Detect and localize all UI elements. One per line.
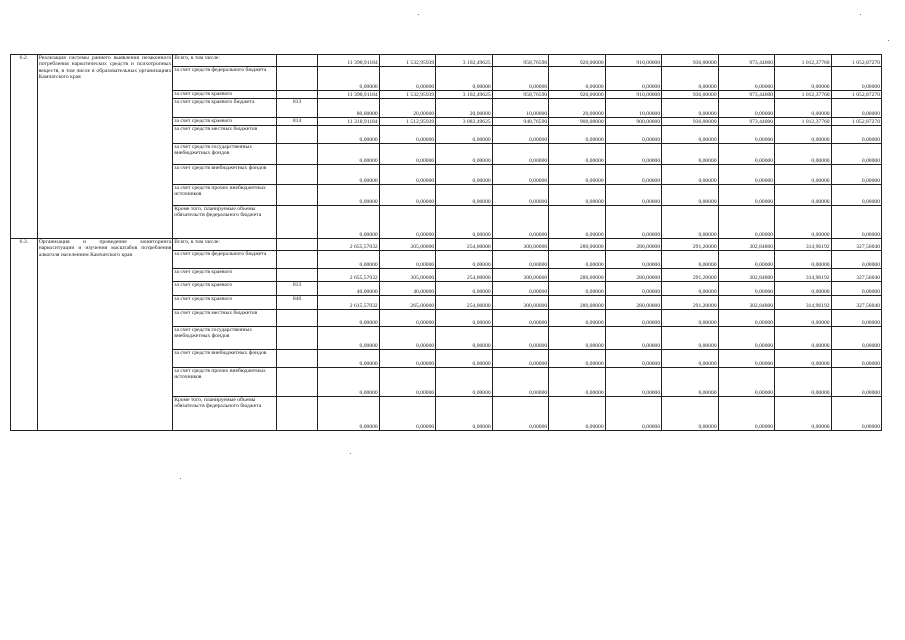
section-number: 6.3. — [11, 239, 38, 431]
amount-cell: 3 102,49625 — [436, 91, 492, 99]
amount-cell: 0,00000 — [492, 165, 548, 185]
amount-cell: 327,56040 — [831, 296, 881, 310]
amount-cell: 0,00000 — [549, 368, 605, 397]
amount-cell: 3 082,49625 — [436, 118, 492, 126]
amount-cell: 2 655,57032 — [318, 269, 380, 282]
amount-cell: 0,00000 — [549, 282, 605, 296]
amount-cell: 0,00000 — [318, 350, 380, 368]
amount-cell: 0,00000 — [549, 206, 605, 239]
amount-cell: 300,00000 — [492, 296, 548, 310]
funding-source-label: за счет средств прочих внебюджетных источников — [173, 368, 277, 397]
amount-cell: 0,00000 — [831, 368, 881, 397]
amount-cell: 0,00000 — [436, 368, 492, 397]
funding-source-label: Кроме того, планируемые объемы обязательств федерального бюджета — [173, 206, 277, 239]
amount-cell: 0,00000 — [605, 310, 661, 327]
amount-cell: 0,00000 — [379, 397, 435, 431]
amount-cell: 1 012,37760 — [775, 118, 831, 126]
amount-cell: 0,00000 — [318, 310, 380, 327]
amount-cell: 0,00000 — [379, 144, 435, 165]
amount-cell: 0,00000 — [605, 350, 661, 368]
amount-cell: 302,84800 — [718, 239, 774, 251]
amount-cell: 265,00000 — [379, 296, 435, 310]
funding-source-label: за счет средств краевого — [173, 296, 277, 310]
amount-cell: 1 052,87270 — [831, 91, 881, 99]
amount-cell: 0,00000 — [775, 368, 831, 397]
amount-cell: 0,00000 — [775, 126, 831, 144]
funding-source-label: за счет средств местных бюджетов — [173, 126, 277, 144]
amount-cell: 0,00000 — [718, 206, 774, 239]
amount-cell: 920,00000 — [549, 55, 605, 67]
scan-speck — [180, 478, 181, 479]
amount-cell: 0,00000 — [775, 206, 831, 239]
amount-cell: 0,00000 — [662, 165, 718, 185]
amount-cell: 0,00000 — [662, 206, 718, 239]
amount-cell: 0,00000 — [662, 282, 718, 296]
amount-cell: 0,00000 — [492, 282, 548, 296]
budget-table-body — [11, 55, 882, 431]
amount-cell: 0,00000 — [549, 144, 605, 165]
table-row — [11, 55, 882, 67]
amount-cell: 0,00000 — [318, 185, 380, 206]
budget-table-sheet — [10, 54, 882, 431]
amount-cell: 0,00000 — [492, 126, 548, 144]
amount-cell: 40,00000 — [318, 282, 380, 296]
amount-cell: 0,00000 — [605, 327, 661, 350]
section-name: Реализация системы раннего выявления незаконного потребления наркотических средств и психотропных веществ, в том числе в образовательных организациях Камчатского края — [37, 55, 173, 239]
amount-cell: 0,00000 — [379, 327, 435, 350]
budget-code — [277, 55, 318, 67]
amount-cell: 0,00000 — [775, 310, 831, 327]
amount-cell: 0,00000 — [379, 310, 435, 327]
amount-cell: 973,44000 — [718, 91, 774, 99]
amount-cell: 280,00000 — [549, 269, 605, 282]
amount-cell: 40,00000 — [379, 282, 435, 296]
amount-cell: 0,00000 — [549, 165, 605, 185]
amount-cell: 0,00000 — [831, 350, 881, 368]
amount-cell: 10,00000 — [605, 99, 661, 118]
budget-code — [277, 397, 318, 431]
amount-cell: 0,00000 — [318, 206, 380, 239]
section-name: Организация и проведение мониторинга наркоситуации и изучения масштабов потребления алкоголя населением Камчатского края — [37, 239, 173, 431]
amount-cell: 0,00000 — [662, 67, 718, 91]
funding-source-label: за счет средств федерального бюджета — [173, 67, 277, 91]
amount-cell: 0,00000 — [436, 282, 492, 296]
amount-cell: 0,00000 — [831, 327, 881, 350]
amount-cell: 0,00000 — [549, 327, 605, 350]
amount-cell: 0,00000 — [831, 310, 881, 327]
amount-cell: 0,00000 — [549, 350, 605, 368]
amount-cell: 302,84800 — [718, 269, 774, 282]
budget-code: 814 — [277, 118, 318, 126]
amount-cell: 0,00000 — [379, 350, 435, 368]
amount-cell: 0,00000 — [718, 165, 774, 185]
amount-cell: 0,00000 — [436, 185, 492, 206]
amount-cell: 0,00000 — [718, 327, 774, 350]
funding-source-label: за счет средств краевого — [173, 269, 277, 282]
amount-cell: 0,00000 — [662, 99, 718, 118]
amount-cell: 0,00000 — [718, 251, 774, 269]
amount-cell: 0,00000 — [492, 206, 548, 239]
amount-cell: 0,00000 — [436, 165, 492, 185]
amount-cell: 0,00000 — [436, 397, 492, 431]
amount-cell: 2 655,57032 — [318, 239, 380, 251]
budget-code — [277, 368, 318, 397]
amount-cell: 280,00000 — [605, 269, 661, 282]
amount-cell: 0,00000 — [605, 282, 661, 296]
amount-cell: 314,96192 — [775, 296, 831, 310]
amount-cell: 0,00000 — [831, 185, 881, 206]
funding-source-label: за счет средств краевого бюджета — [173, 99, 277, 118]
amount-cell: 0,00000 — [436, 206, 492, 239]
amount-cell: 0,00000 — [436, 67, 492, 91]
amount-cell: 0,00000 — [662, 144, 718, 165]
amount-cell: 0,00000 — [831, 282, 881, 296]
amount-cell: 305,00000 — [379, 239, 435, 251]
amount-cell: 305,00000 — [379, 269, 435, 282]
amount-cell: 0,00000 — [492, 67, 548, 91]
amount-cell: 0,00000 — [318, 251, 380, 269]
amount-cell: 2 615,57032 — [318, 296, 380, 310]
amount-cell: 0,00000 — [492, 350, 548, 368]
amount-cell: 0,00000 — [379, 126, 435, 144]
amount-cell: 0,00000 — [549, 251, 605, 269]
amount-cell: 910,00000 — [605, 91, 661, 99]
amount-cell: 920,00000 — [549, 91, 605, 99]
amount-cell: 0,00000 — [831, 397, 881, 431]
funding-source-label: Кроме того, планируемые объемы обязательств федерального бюджета — [173, 397, 277, 431]
amount-cell: 0,00000 — [831, 165, 881, 185]
amount-cell: 948,76590 — [492, 118, 548, 126]
amount-cell: 1 012,37760 — [775, 55, 831, 67]
amount-cell: 1 052,87270 — [831, 118, 881, 126]
amount-cell: 0,00000 — [718, 126, 774, 144]
amount-cell: 900,00000 — [605, 118, 661, 126]
amount-cell: 0,00000 — [831, 126, 881, 144]
amount-cell: 0,00000 — [831, 206, 881, 239]
amount-cell: 280,00000 — [549, 239, 605, 251]
amount-cell: 0,00000 — [718, 99, 774, 118]
amount-cell: 0,00000 — [775, 185, 831, 206]
amount-cell: 0,00000 — [318, 327, 380, 350]
amount-cell: 0,00000 — [831, 251, 881, 269]
amount-cell: 0,00000 — [436, 350, 492, 368]
amount-cell: 0,00000 — [775, 327, 831, 350]
amount-cell: 0,00000 — [718, 350, 774, 368]
amount-cell: 0,00000 — [492, 185, 548, 206]
amount-cell: 0,00000 — [775, 165, 831, 185]
amount-cell: 20,00000 — [549, 99, 605, 118]
amount-cell: 0,00000 — [436, 126, 492, 144]
amount-cell: 1 012,37760 — [775, 91, 831, 99]
amount-cell: 280,00000 — [605, 296, 661, 310]
amount-cell: 0,00000 — [718, 144, 774, 165]
amount-cell: 0,00000 — [775, 251, 831, 269]
budget-code — [277, 126, 318, 144]
amount-cell: 0,00000 — [605, 206, 661, 239]
amount-cell: 1 532,95939 — [379, 91, 435, 99]
funding-source-label: за счет средств местных бюджетов — [173, 310, 277, 327]
budget-code — [277, 144, 318, 165]
amount-cell: 327,56040 — [831, 239, 881, 251]
section-number: 6.2. — [11, 55, 38, 239]
amount-cell: 0,00000 — [605, 185, 661, 206]
amount-cell: 0,00000 — [662, 327, 718, 350]
budget-code — [277, 327, 318, 350]
amount-cell: 0,00000 — [605, 368, 661, 397]
amount-cell: 0,00000 — [549, 185, 605, 206]
amount-cell: 0,00000 — [492, 310, 548, 327]
amount-cell: 0,00000 — [718, 397, 774, 431]
amount-cell: 20,00000 — [379, 99, 435, 118]
amount-cell: 0,00000 — [379, 165, 435, 185]
budget-code — [277, 239, 318, 251]
amount-cell: 0,00000 — [718, 368, 774, 397]
budget-code — [277, 251, 318, 269]
budget-code — [277, 67, 318, 91]
amount-cell: 0,00000 — [831, 144, 881, 165]
amount-cell: 0,00000 — [605, 251, 661, 269]
amount-cell: 291,20000 — [662, 269, 718, 282]
amount-cell: 0,00000 — [318, 368, 380, 397]
amount-cell: 300,00000 — [492, 239, 548, 251]
funding-source-label: Всего, в том числе: — [173, 55, 277, 67]
amount-cell: 0,00000 — [318, 67, 380, 91]
amount-cell: 1 532,95939 — [379, 55, 435, 67]
amount-cell: 936,00000 — [662, 118, 718, 126]
amount-cell: 936,00000 — [662, 55, 718, 67]
amount-cell: 280,00000 — [549, 296, 605, 310]
amount-cell: 0,00000 — [549, 397, 605, 431]
amount-cell: 0,00000 — [605, 126, 661, 144]
amount-cell: 0,00000 — [318, 126, 380, 144]
amount-cell: 0,00000 — [379, 368, 435, 397]
funding-source-label: за счет средств государственных внебюджетных фондов — [173, 144, 277, 165]
scan-speck — [418, 14, 419, 15]
amount-cell: 280,00000 — [605, 239, 661, 251]
amount-cell: 0,00000 — [775, 144, 831, 165]
amount-cell: 0,00000 — [718, 310, 774, 327]
amount-cell: 254,00000 — [436, 296, 492, 310]
amount-cell: 0,00000 — [492, 368, 548, 397]
amount-cell: 0,00000 — [718, 282, 774, 296]
amount-cell: 0,00000 — [605, 397, 661, 431]
amount-cell: 300,00000 — [492, 269, 548, 282]
amount-cell: 0,00000 — [549, 126, 605, 144]
amount-cell: 0,00000 — [492, 397, 548, 431]
amount-cell: 302,84800 — [718, 296, 774, 310]
amount-cell: 0,00000 — [662, 368, 718, 397]
budget-code — [277, 269, 318, 282]
amount-cell: 973,44000 — [718, 55, 774, 67]
amount-cell: 0,00000 — [318, 144, 380, 165]
funding-source-label: за счет средств прочих внебюджетных источников — [173, 185, 277, 206]
amount-cell: 973,44000 — [718, 118, 774, 126]
scan-speck — [350, 453, 351, 454]
amount-cell: 0,00000 — [379, 185, 435, 206]
funding-source-label: Всего, в том числе: — [173, 239, 277, 251]
amount-cell: 0,00000 — [831, 99, 881, 118]
amount-cell: 0,00000 — [775, 99, 831, 118]
amount-cell: 0,00000 — [436, 310, 492, 327]
funding-source-label: за счет средств внебюджетных фондов — [173, 350, 277, 368]
amount-cell: 0,00000 — [662, 251, 718, 269]
funding-source-label: за счет средств краевого — [173, 282, 277, 296]
budget-code — [277, 91, 318, 99]
funding-source-label: за счет средств государственных внебюджетных фондов — [173, 327, 277, 350]
amount-cell: 0,00000 — [549, 67, 605, 91]
amount-cell: 11 398,91184 — [318, 55, 380, 67]
amount-cell: 11 398,91184 — [318, 91, 380, 99]
amount-cell: 900,00000 — [549, 118, 605, 126]
scan-speck — [888, 40, 889, 41]
budget-code: 813 — [277, 99, 318, 118]
amount-cell: 0,00000 — [549, 310, 605, 327]
amount-cell: 0,00000 — [775, 350, 831, 368]
amount-cell: 80,00000 — [318, 99, 380, 118]
amount-cell: 0,00000 — [379, 67, 435, 91]
budget-code — [277, 310, 318, 327]
amount-cell: 936,00000 — [662, 91, 718, 99]
amount-cell: 327,56040 — [831, 269, 881, 282]
amount-cell: 0,00000 — [662, 185, 718, 206]
funding-source-label: за счет средств федерального бюджета — [173, 251, 277, 269]
amount-cell: 0,00000 — [775, 67, 831, 91]
budget-code — [277, 185, 318, 206]
amount-cell: 0,00000 — [436, 327, 492, 350]
amount-cell: 0,00000 — [318, 397, 380, 431]
budget-code: 813 — [277, 282, 318, 296]
amount-cell: 0,00000 — [318, 165, 380, 185]
amount-cell: 0,00000 — [662, 350, 718, 368]
amount-cell: 314,96192 — [775, 269, 831, 282]
amount-cell: 0,00000 — [379, 251, 435, 269]
amount-cell: 0,00000 — [436, 251, 492, 269]
amount-cell: 0,00000 — [775, 282, 831, 296]
amount-cell: 0,00000 — [718, 185, 774, 206]
amount-cell: 0,00000 — [605, 165, 661, 185]
amount-cell: 0,00000 — [718, 67, 774, 91]
amount-cell: 0,00000 — [379, 206, 435, 239]
funding-source-label: за счет средств внебюджетных фондов — [173, 165, 277, 185]
amount-cell: 20,00000 — [436, 99, 492, 118]
amount-cell: 0,00000 — [662, 310, 718, 327]
amount-cell: 0,00000 — [662, 126, 718, 144]
amount-cell: 910,00000 — [605, 55, 661, 67]
amount-cell: 0,00000 — [831, 67, 881, 91]
budget-code — [277, 165, 318, 185]
amount-cell: 0,00000 — [775, 397, 831, 431]
amount-cell: 291,20000 — [662, 296, 718, 310]
amount-cell: 0,00000 — [662, 397, 718, 431]
budget-code: 846 — [277, 296, 318, 310]
amount-cell: 254,00000 — [436, 239, 492, 251]
funding-source-label: за счет средств краевого — [173, 118, 277, 126]
amount-cell: 1 052,87270 — [831, 55, 881, 67]
amount-cell: 958,76590 — [492, 91, 548, 99]
amount-cell: 0,00000 — [605, 144, 661, 165]
amount-cell: 0,00000 — [492, 144, 548, 165]
amount-cell: 314,96192 — [775, 239, 831, 251]
amount-cell: 11 318,91184 — [318, 118, 380, 126]
funding-source-label: за счет средств краевого — [173, 91, 277, 99]
amount-cell: 0,00000 — [436, 144, 492, 165]
table-row — [11, 239, 882, 251]
amount-cell: 10,00000 — [492, 99, 548, 118]
amount-cell: 0,00000 — [492, 327, 548, 350]
amount-cell: 958,76590 — [492, 55, 548, 67]
budget-code — [277, 350, 318, 368]
scan-speck — [860, 14, 861, 15]
budget-table — [10, 54, 882, 431]
amount-cell: 0,00000 — [492, 251, 548, 269]
amount-cell: 254,00000 — [436, 269, 492, 282]
amount-cell: 0,00000 — [605, 67, 661, 91]
amount-cell: 291,20000 — [662, 239, 718, 251]
amount-cell: 1 512,95939 — [379, 118, 435, 126]
amount-cell: 3 102,49625 — [436, 55, 492, 67]
budget-code — [277, 206, 318, 239]
